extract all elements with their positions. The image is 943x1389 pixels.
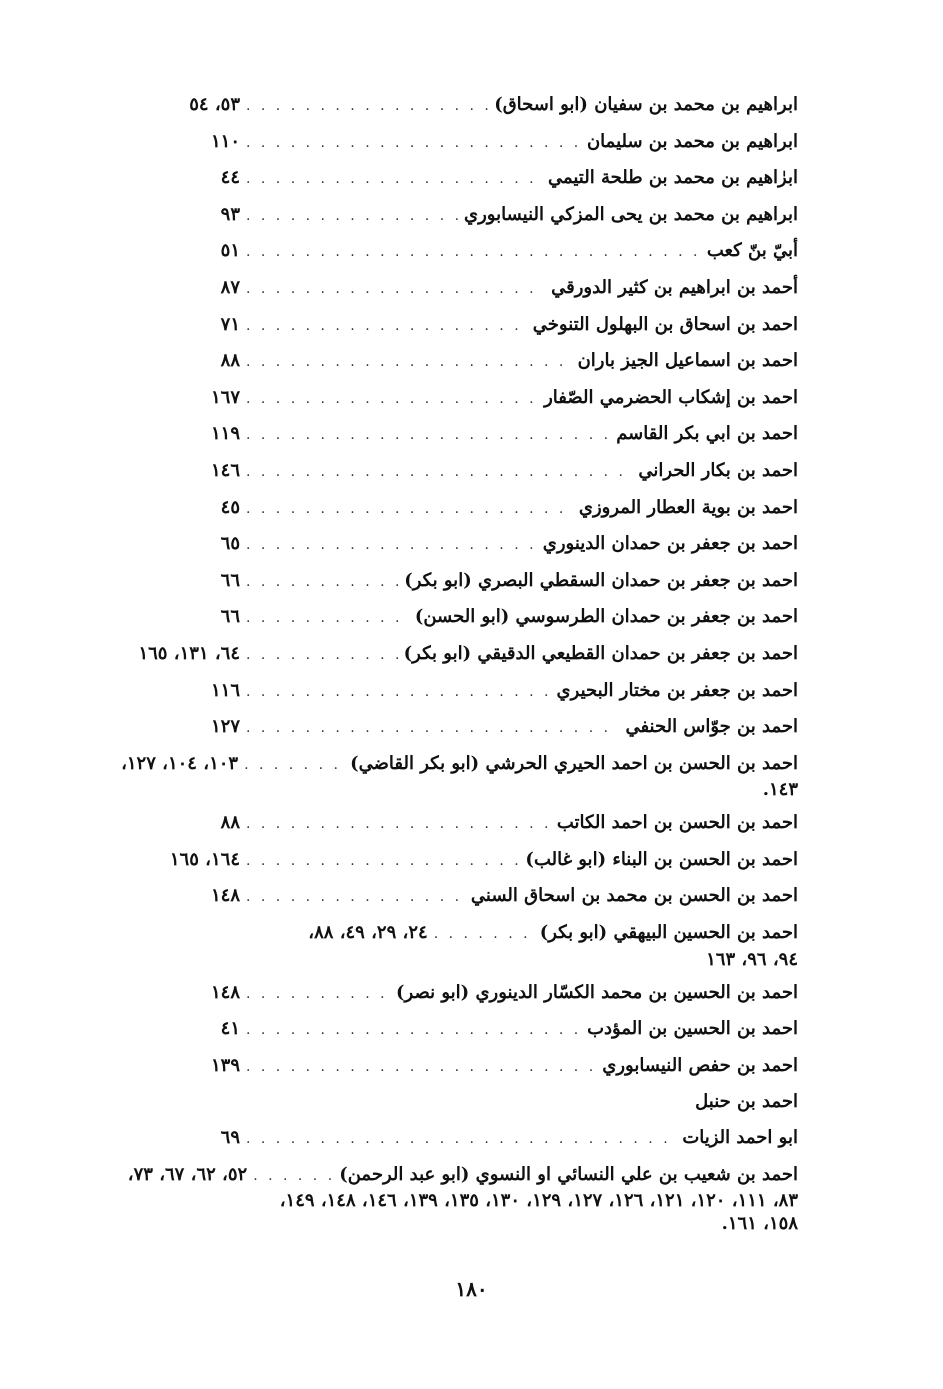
dot-leader — [246, 981, 390, 1007]
entry-name: احمد بن جعفر بن حمدان الدينوري — [542, 533, 798, 555]
dot-leader — [246, 642, 398, 668]
entry-name: احمد بن إشكاب الحضرمي الصّفار — [544, 386, 798, 408]
entry-name: احمد بن شعيب بن علي النسائي او النسوي (ابو عبد الرحمن) — [339, 1163, 798, 1185]
dot-leader — [246, 239, 701, 265]
index-entry — [80, 641, 798, 668]
dot-leader — [246, 496, 573, 522]
entry-pages: ١٣٩ — [210, 1054, 240, 1076]
entry-pages: ١٦٧ — [210, 386, 240, 408]
index-entry — [80, 165, 798, 192]
dot-leader — [246, 166, 542, 192]
entry-pages: ٥٢، ٦٢، ٦٧، ٧٣، — [127, 1163, 248, 1185]
dot-leader — [246, 313, 527, 339]
index-entry — [80, 678, 798, 705]
entry-pages: ٢٤، ٢٩، ٤٩، ٨٨، — [308, 922, 428, 944]
entry-name: ابراهيم بن محمد بن سفيان (ابو اسحاق) — [494, 94, 798, 115]
index-entry — [80, 751, 798, 778]
dot-leader — [246, 1126, 676, 1152]
entry-pages: ٦٤، ١٣١، ١٦٥ — [138, 642, 240, 664]
entry-name: احمد بن الحسين البيهقي (ابو بكر) — [539, 922, 798, 944]
entry-pages: ١٤٦ — [210, 459, 240, 481]
index-entry — [80, 1162, 798, 1189]
entry-name: احمد بن الحسن بن محمد بن اسحاق السني — [470, 885, 798, 907]
dot-leader — [246, 715, 619, 741]
entry-pages: ١٤٨ — [210, 981, 240, 1003]
index-entry — [80, 238, 798, 265]
index-entry — [80, 495, 798, 522]
entry-name: ابرٰاهيم بن محمد بن طلحة التيمي — [547, 167, 798, 189]
entry-name: ابراهيم بن محمد بن سليمان — [586, 130, 798, 152]
index-entry — [80, 531, 798, 558]
index-entry — [80, 920, 798, 947]
dot-leader — [253, 1163, 333, 1189]
index-entry — [80, 1125, 798, 1152]
entry-pages: ٦٥ — [220, 533, 240, 555]
entry-pages: ١١٩ — [210, 423, 240, 445]
index-entry — [80, 421, 798, 448]
entry-pages: ٤١ — [220, 1018, 240, 1040]
entry-name: احمد بن الحسن بن احمد الكاتب — [556, 812, 798, 834]
dot-leader — [246, 386, 538, 412]
name-index-list — [80, 92, 798, 1244]
dot-leader — [246, 93, 488, 119]
entry-pages: ٦٩ — [220, 1127, 240, 1149]
entry-name: احمد بن اسحاق بن البهلول التنوخي — [532, 313, 798, 335]
entry-pages: ٥١ — [220, 240, 240, 262]
dot-leader — [246, 811, 551, 837]
index-entry — [80, 1016, 798, 1043]
entry-name: احمد بن الحسن بن البناء (ابو غالب) — [525, 848, 798, 870]
dot-leader — [434, 921, 534, 947]
entry-pages: ١٠٣، ١٠٤، ١٢٧، — [121, 752, 239, 774]
dot-leader — [246, 1017, 581, 1043]
entry-name: احمد بن حنبل — [695, 1091, 798, 1113]
entry-pages: ١٢٧ — [210, 716, 240, 738]
entry-name: احمد بن بكار الحراني — [638, 459, 798, 481]
dot-leader — [246, 605, 409, 631]
dot-leader — [246, 848, 519, 874]
index-entry — [80, 385, 798, 412]
entry-pages: ٨٨ — [220, 812, 240, 834]
entry-pages: ٨٧ — [220, 276, 240, 298]
index-entry — [80, 883, 798, 910]
index-entry — [80, 1089, 798, 1115]
index-entry — [80, 275, 798, 302]
index-entry — [80, 980, 798, 1007]
entry-pages: ٤٥ — [220, 496, 240, 518]
entry-name: احمد بن جوّاس الحنفي — [625, 716, 798, 738]
dot-leader — [246, 276, 545, 302]
entry-pages: ١١٦ — [210, 679, 240, 701]
entry-name: احمد بن ابي بكر القاسم — [616, 423, 798, 445]
index-entry — [80, 604, 798, 631]
index-entry — [80, 847, 798, 874]
dot-leader — [246, 130, 581, 156]
dot-leader — [244, 752, 344, 778]
entry-name: أحمد بن ابراهيم بن كثير الدورقي — [551, 276, 798, 298]
entry-name: احمد بن الحسن بن احمد الحيري الحرشي (ابو بكر القاضي) — [350, 752, 798, 774]
dot-leader — [246, 459, 632, 485]
entry-name: أبيّ بنّ كعب — [706, 240, 798, 262]
dot-leader — [246, 422, 610, 448]
index-entry — [80, 568, 798, 595]
entry-pages-continued: ٩٤، ٩٦، ١٦٣ — [706, 948, 798, 970]
index-entry — [80, 129, 798, 156]
entry-name: احمد بن جعفر بن مختار البحيري — [556, 679, 798, 701]
entry-pages: ١٦٤، ١٦٥ — [169, 848, 240, 870]
dot-leader — [246, 349, 572, 375]
entry-pages: ٩٣ — [220, 203, 240, 225]
entry-name: احمد بن جعفر بن حمدان السقطي البصري (ابو بكر) — [404, 569, 798, 591]
page-number: ١٨٠ — [455, 1277, 488, 1301]
index-entry — [80, 458, 798, 485]
dot-leader — [246, 884, 465, 910]
entry-name: احمد بن الحسين بن محمد الكسّار الدينوري (ابو نصر) — [396, 981, 798, 1003]
entry-pages: ١١٠ — [210, 130, 240, 152]
entry-name: احمد بن اسماعيل الجيز باران — [577, 350, 798, 372]
entry-pages: ٦٦ — [220, 569, 240, 591]
entry-pages: ٨٨ — [220, 350, 240, 372]
entry-name: احمد بن جعفر بن حمدان القطيعي الدقيقي (ابو بكر) — [403, 642, 798, 664]
entry-pages-continued: ١٥٨، ١٦١. — [721, 1213, 798, 1235]
entry-pages-continued: ١٤٣. — [762, 779, 798, 801]
dot-leader — [246, 203, 458, 229]
index-entry — [80, 202, 798, 229]
entry-name: احمد بن بوية العطار المروزي — [578, 496, 798, 518]
index-entry — [80, 348, 798, 375]
index-entry — [80, 810, 798, 837]
index-entry — [80, 92, 798, 119]
entry-pages: ٦٦ — [220, 606, 240, 628]
entry-pages: ٧١ — [220, 313, 240, 335]
entry-pages: ٥٣، ٥٤ — [189, 94, 240, 115]
dot-leader — [246, 569, 398, 595]
index-entry — [80, 1053, 798, 1080]
entry-pages: ١٤٨ — [210, 885, 240, 907]
entry-pages: ٤٤ — [220, 167, 240, 189]
entry-name: احمد بن حفص النيسابوري — [602, 1054, 798, 1076]
entry-name: احمد بن الحسين بن المؤدب — [587, 1018, 798, 1040]
index-entry — [80, 312, 798, 339]
entry-name: ابراهيم بن محمد بن يحى المزكي النيسابوري — [464, 203, 798, 225]
entry-name: احمد بن جعفر بن حمدان الطرسوسي (ابو الحسن) — [414, 606, 798, 628]
dot-leader — [246, 1054, 596, 1080]
dot-leader — [246, 532, 537, 558]
dot-leader — [246, 679, 551, 705]
entry-name: ابو احمد الزيات — [682, 1127, 798, 1149]
entry-pages-continued: ٨٣، ١١١، ١٢٠، ١٢١، ١٢٦، ١٢٧، ١٢٩، ١٣٠، ١٣٥، ١٣٩، ١٤٦، ١٤٨، ١٤٩، — [279, 1190, 798, 1212]
index-entry — [80, 714, 798, 741]
